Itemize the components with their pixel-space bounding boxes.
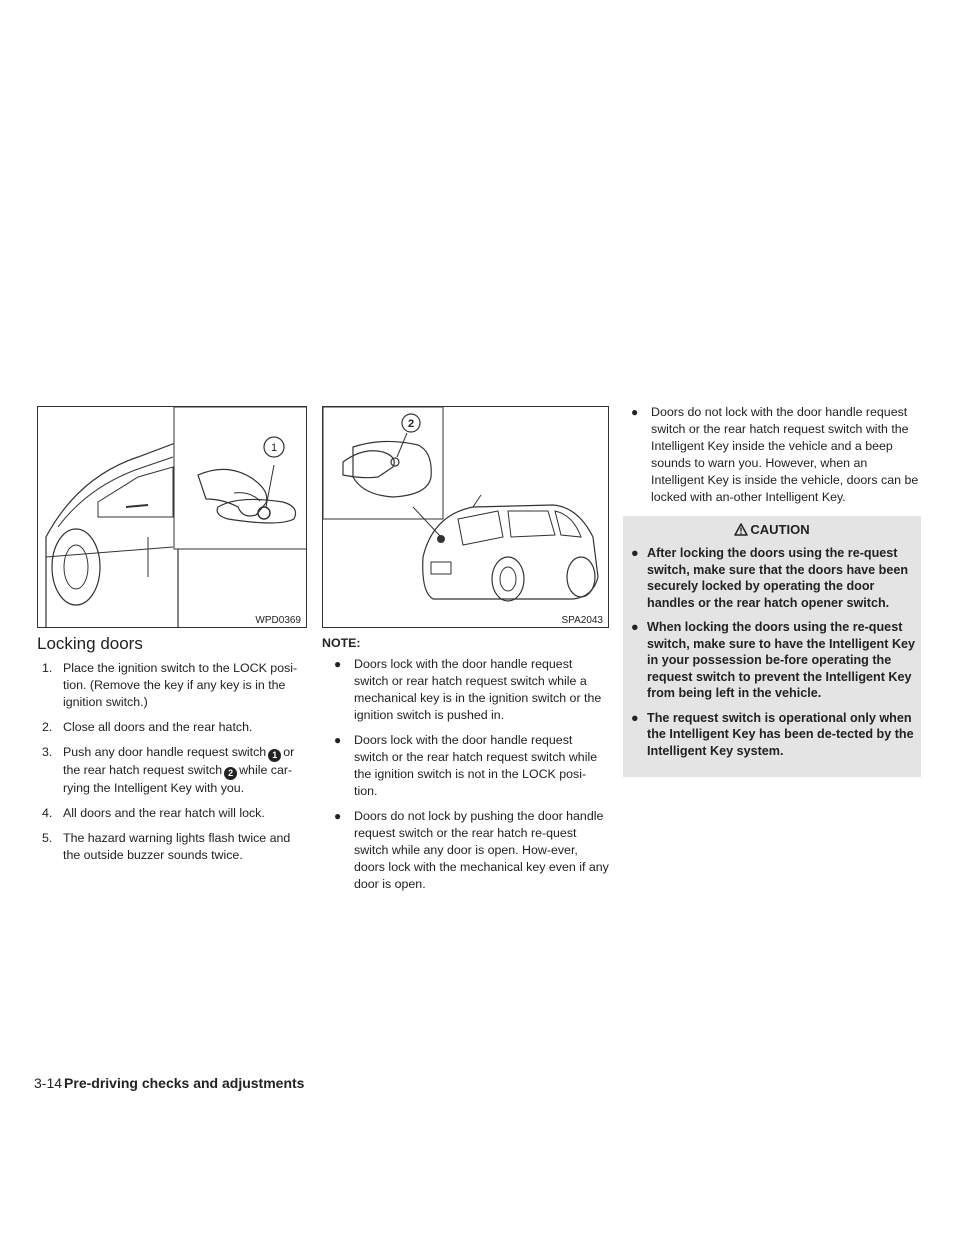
list-item: [37, 719, 307, 736]
callout-2: 2: [407, 418, 415, 430]
note-text: Doors do not lock with the door handle request switch or the rear hatch request switch with the Intelligent Key inside the vehicle and a beep sounds to warn you. However, when an Intelligent Key is inside the vehicle, doors can be locked with an-other Intelligent Key.: [651, 405, 919, 504]
list-item: [37, 830, 307, 864]
bullet-icon: ●: [631, 710, 639, 725]
bullet-icon: ●: [631, 620, 639, 634]
step-text: The hazard warning lights flash twice and the outside buzzer sounds twice.: [63, 831, 291, 862]
list-item: [37, 744, 307, 797]
note-text: Doors lock with the door handle request switch or rear hatch request switch while a mechanical key is in the ignition switch or the ignition switch is pushed in.: [354, 657, 602, 722]
caution-text: The request switch is operational only when the Intelligent Key has been de-tected by the Intelligent Key system.: [647, 710, 914, 758]
list-item: [627, 710, 917, 760]
step-text: Close all doors and the rear hatch.: [63, 720, 253, 734]
note-text: Doors do not lock by pushing the door handle request switch or the rear hatch re-quest switch while any door is open. How-ever, doors lock with the mechanical key even if any door is open.: [354, 809, 609, 891]
list-item: [627, 545, 917, 611]
caution-label: CAUTION: [750, 522, 810, 537]
caution-box: [623, 516, 921, 777]
rear-hatch-illustration: [323, 407, 609, 628]
warning-triangle-icon: [734, 523, 748, 536]
step-number: 4.: [42, 806, 53, 820]
list-item: [623, 404, 921, 506]
left-column: [37, 406, 307, 872]
step-text: or the rear hatch request switch: [63, 745, 295, 777]
step-text: Push any door handle request switch: [63, 745, 267, 759]
caution-list: [627, 545, 917, 759]
caution-text: When locking the doors using the re-quest switch, make sure to have the Intelligent Key in your possession be-fore operating the request switch to prevent the Intelligent Key from being left in the vehicle.: [647, 620, 916, 700]
middle-column: [322, 406, 609, 901]
step-text: All doors and the rear hatch will lock.: [63, 806, 265, 820]
bullet-icon: ●: [631, 546, 639, 560]
callout-1-icon: 1: [268, 749, 281, 762]
figure-code: SPA2043: [561, 615, 603, 626]
step-number: 1.: [42, 661, 53, 675]
bullet-icon: ●: [631, 405, 639, 419]
list-item: [322, 808, 609, 893]
figure-door-handle: [37, 406, 307, 628]
list-item: [627, 619, 917, 702]
note-list: [322, 656, 609, 893]
note-label: NOTE:: [322, 636, 361, 650]
step-text: while car-rying the Intelligent Key with you.: [63, 763, 293, 795]
section-title: Pre-driving checks and adjustments: [64, 1075, 305, 1091]
note-text: Doors lock with the door handle request switch or the rear hatch request switch while the ignition switch is not in the LOCK posi-tion.: [354, 733, 598, 798]
caution-text: After locking the doors using the re-quest switch, make sure that the doors have been securely locked by operating the door handles or the rear hatch opener switch.: [647, 546, 909, 610]
section-heading: Locking doors: [37, 634, 143, 653]
list-item: [37, 660, 307, 711]
bullet-icon: ●: [334, 657, 342, 671]
list-item: [322, 656, 609, 724]
step-text: Place the ignition switch to the LOCK posi-tion. (Remove the key if any key is in the ignition switch.): [63, 661, 298, 709]
page-footer: [34, 1075, 304, 1091]
step-number: 5.: [42, 831, 53, 845]
note-list-continued: [623, 404, 921, 506]
figure-rear-hatch: [322, 406, 609, 628]
bullet-icon: ●: [334, 809, 342, 823]
step-number: 3.: [42, 745, 53, 759]
list-item: [37, 805, 307, 822]
list-item: [322, 732, 609, 800]
right-column: [623, 404, 921, 777]
figure-code: WPD0369: [255, 615, 301, 626]
door-handle-illustration: [38, 407, 307, 628]
steps-list: [37, 660, 307, 864]
caution-title: [627, 522, 917, 537]
callout-2-icon: 2: [224, 767, 237, 780]
step-number: 2.: [42, 720, 53, 734]
page-number: 3-14: [34, 1075, 63, 1091]
bullet-icon: ●: [334, 733, 342, 747]
callout-1: 1: [270, 442, 278, 454]
